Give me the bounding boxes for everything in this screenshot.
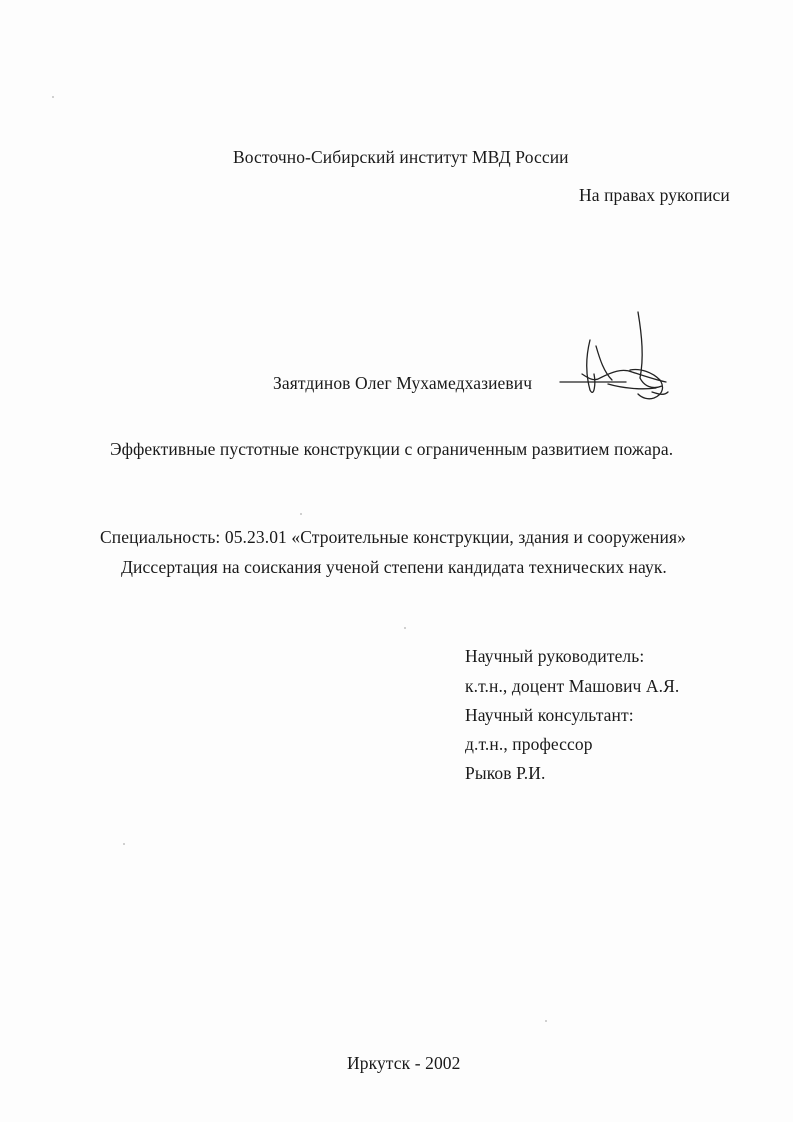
dissertation-title: Эффективные пустотные конструкции с ограниченным развитием пожара. xyxy=(110,439,674,459)
consultant-title: д.т.н., профессор xyxy=(465,734,593,754)
signature-icon xyxy=(556,306,674,406)
consultant-label: Научный консультант: xyxy=(465,705,634,725)
consultant-name: Рыков Р.И. xyxy=(465,763,546,783)
degree-line: Диссертация на соискания ученой степени кандидата технических наук. xyxy=(121,557,667,577)
advisor-name: к.т.н., доцент Машович А.Я. xyxy=(465,676,680,696)
scan-speck xyxy=(52,96,54,98)
scan-speck xyxy=(545,1020,547,1022)
institution-name: Восточно-Сибирский институт МВД России xyxy=(233,147,569,167)
city-year-footer: Иркутск - 2002 xyxy=(347,1053,461,1073)
manuscript-note: На правах рукописи xyxy=(579,185,730,205)
advisor-label: Научный руководитель: xyxy=(465,646,645,666)
scan-speck xyxy=(300,513,302,515)
specialty-line: Специальность: 05.23.01 «Строительные конструкции, здания и сооружения» xyxy=(100,527,686,547)
scan-speck xyxy=(123,843,125,845)
author-name: Заятдинов Олег Мухамедхазиевич xyxy=(273,373,533,393)
scan-speck xyxy=(404,627,406,629)
